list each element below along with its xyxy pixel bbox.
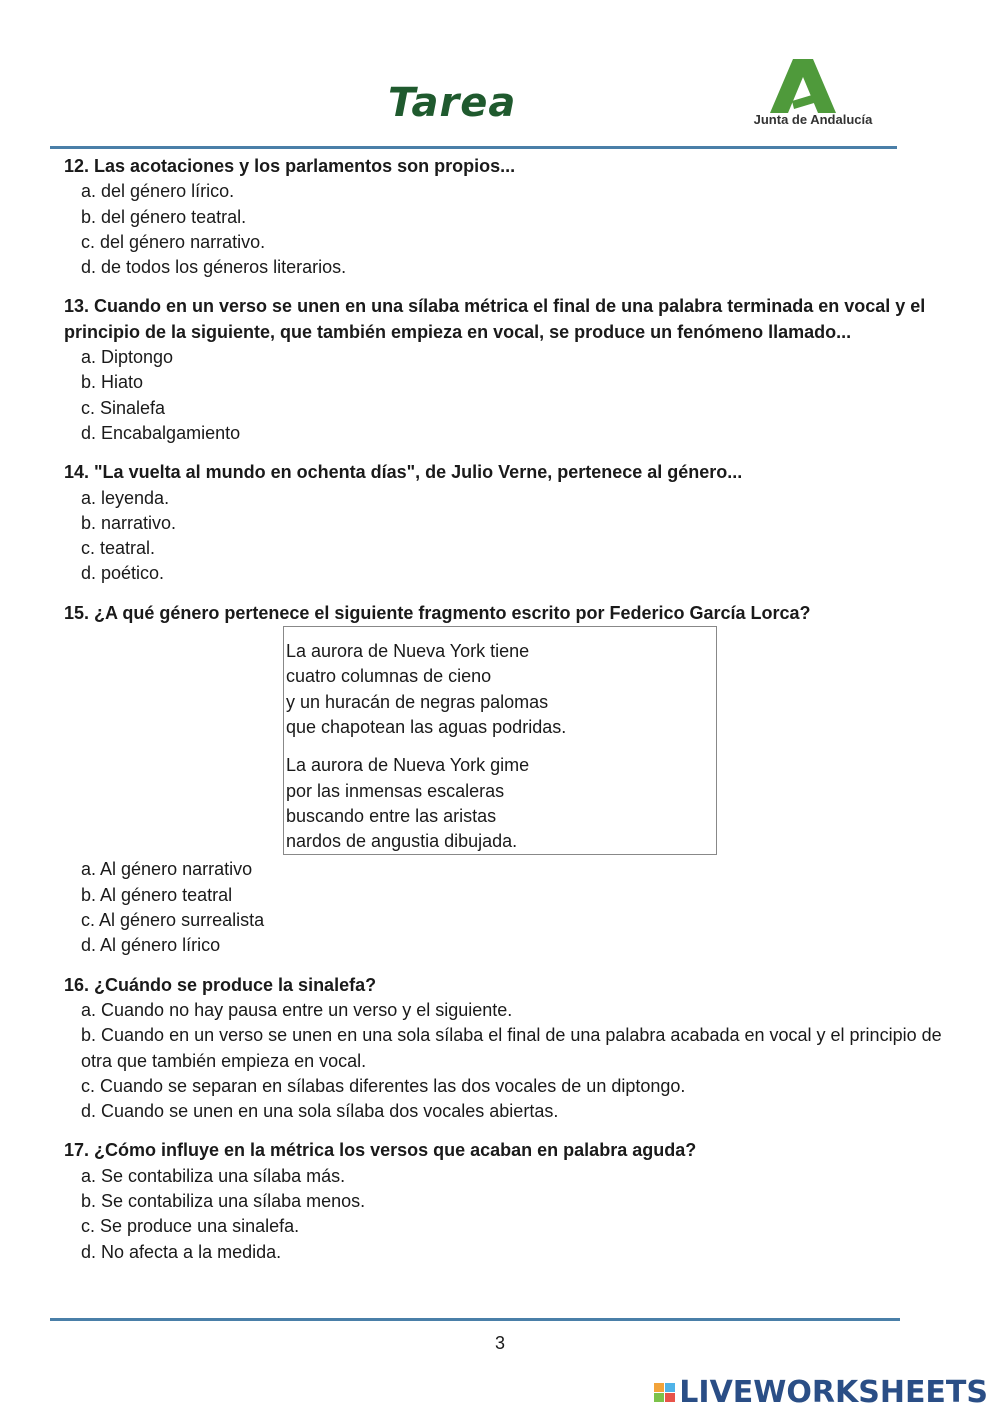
question-text: 14. "La vuelta al mundo en ochenta días", de Julio Verne, pertenece al género... (64, 462, 743, 483)
footer-divider (50, 1318, 900, 1321)
poem-box (283, 626, 717, 855)
option-b[interactable]: b. del género teatral. (81, 206, 247, 227)
question-12 (64, 154, 954, 280)
option-c[interactable]: c. Al género surrealista (81, 910, 265, 931)
option-c[interactable]: c. Sinalefa (81, 397, 166, 418)
option-b[interactable]: b. narrativo. (81, 512, 177, 533)
question-text: 17. ¿Cómo influye en la métrica los versos que acaban en palabra aguda? (64, 1140, 697, 1161)
option-a[interactable]: a. del género lírico. (81, 181, 235, 202)
option-d[interactable]: d. No afecta a la medida. (81, 1241, 282, 1262)
option-a[interactable]: a. Al género narrativo (81, 859, 253, 880)
brand-text: LIVEWORKSHEETS (679, 1375, 988, 1410)
poem-line: por las inmensas escaleras (286, 780, 505, 801)
question-15 (64, 601, 954, 959)
poem-line: y un huracán de negras palomas (286, 691, 549, 712)
option-a[interactable]: a. leyenda. (81, 487, 170, 508)
poem-line: que chapotean las aguas podridas. (286, 716, 567, 737)
option-d[interactable]: d. Al género lírico (81, 935, 221, 956)
question-16 (64, 973, 954, 1125)
option-a[interactable]: a. Cuando no hay pausa entre un verso y el siguiente. (81, 999, 513, 1020)
option-b[interactable]: b. Cuando en un verso se unen en una sola sílaba el final de una palabra acabada en vocal y el principio de otra que también empieza en vocal. (81, 1025, 942, 1071)
page-number: 3 (494, 1333, 505, 1353)
question-text: 15. ¿A qué género pertenece el siguiente fragmento escrito por Federico García Lorca? (64, 602, 811, 623)
option-d[interactable]: d. de todos los géneros literarios. (81, 257, 347, 278)
option-b[interactable]: b. Se contabiliza una sílaba menos. (81, 1190, 366, 1211)
option-b[interactable]: b. Al género teatral (81, 884, 233, 905)
poem-line: buscando entre las aristas (286, 805, 497, 826)
poem-line: La aurora de Nueva York tiene (286, 641, 530, 662)
option-c[interactable]: c. teatral. (81, 538, 156, 559)
question-14 (64, 460, 954, 586)
option-c[interactable]: c. del género narrativo. (81, 231, 266, 252)
option-c[interactable]: c. Se produce una sinalefa. (81, 1216, 300, 1237)
liveworksheets-icon (654, 1383, 675, 1402)
stanza (286, 639, 716, 740)
question-17 (64, 1138, 954, 1264)
option-d[interactable]: d. poético. (81, 563, 165, 584)
question-text: 16. ¿Cuándo se produce la sinalefa? (64, 974, 377, 995)
question-list (64, 154, 954, 1279)
liveworksheets-brand[interactable] (654, 1375, 988, 1410)
question-text: 13. Cuando en un verso se unen en una sílaba métrica el final de una palabra terminada en vocal y el principio de la siguiente, que también empieza en vocal, se produce un fenómeno llamado... (64, 296, 926, 342)
option-b[interactable]: b. Hiato (81, 372, 144, 393)
option-d[interactable]: d. Cuando se unen en una sola sílaba dos vocales abiertas. (81, 1101, 559, 1122)
header-divider (50, 146, 897, 149)
option-c[interactable]: c. Cuando se separan en sílabas diferentes las dos vocales de un diptongo. (81, 1075, 686, 1096)
page-title: Tarea (388, 80, 517, 126)
poem-line: cuatro columnas de cieno (286, 666, 492, 687)
option-a[interactable]: a. Se contabiliza una sílaba más. (81, 1165, 346, 1186)
question-13 (64, 294, 954, 446)
stanza (286, 753, 716, 854)
logo-text: Junta de Andalucía (753, 112, 873, 127)
question-text: 12. Las acotaciones y los parlamentos son propios... (64, 156, 516, 176)
option-a[interactable]: a. Diptongo (81, 347, 174, 368)
option-d[interactable]: d. Encabalgamiento (81, 422, 241, 443)
poem-line: nardos de angustia dibujada. (286, 831, 518, 852)
poem-line: La aurora de Nueva York gime (286, 755, 530, 776)
